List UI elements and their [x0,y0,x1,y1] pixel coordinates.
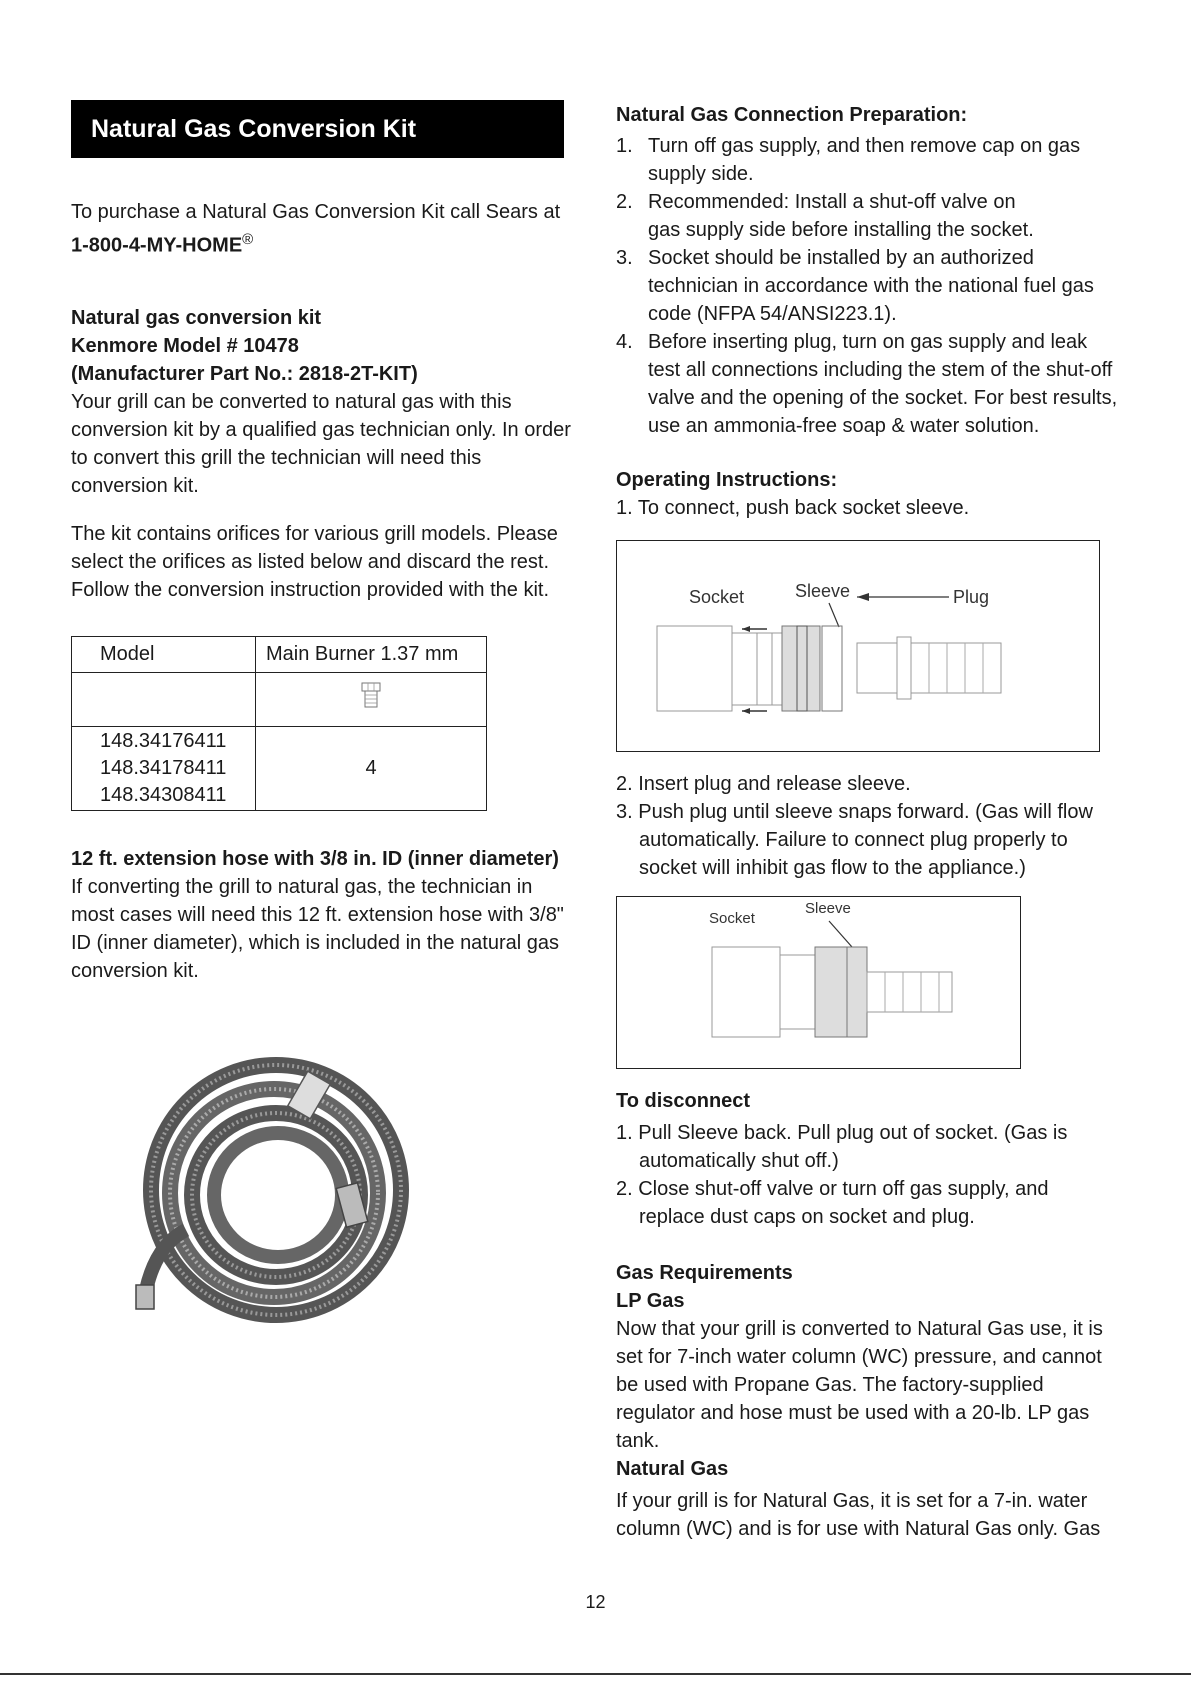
socket-sleeve-connected-diagram [617,897,1020,1068]
operating-heading: Operating Instructions: [616,469,838,491]
lp-gas-heading: LP Gas [616,1290,685,1312]
step-line: gas supply side before installing the socket. [648,219,1034,241]
hose-illustration [116,1035,416,1335]
prep-steps [616,132,1136,440]
kit-block [71,304,571,500]
kit-heading: Natural gas conversion kit [71,306,322,329]
bottom-rule [0,1673,1191,1675]
kit-body-line: Your grill can be converted to natural gas with this [71,390,512,413]
operating-step-2: 2. Insert plug and release sleeve. [616,773,911,795]
list-item [616,328,1136,440]
step-number: 2. [616,191,633,213]
step-line: test all connections including the stem of the shut-off [648,359,1113,381]
table-icon-row [72,672,487,726]
operating-step-1: 1. To connect, push back socket sleeve. [616,497,970,519]
step-text [648,328,1117,440]
orifices-line: select the orifices as listed below and discard the rest. [71,550,550,573]
hose-body-line: ID (inner diameter), which is included in the natural gas [71,931,560,954]
orifice-table [71,636,487,811]
step-line: Before inserting plug, turn on gas supply and leak [648,331,1088,353]
lp-gas-line: set for 7-inch water column (WC) pressure, and cannot [616,1346,1102,1368]
disconnect-heading: To disconnect [616,1090,751,1112]
natural-gas-line: column (WC) and is for use with Natural Gas only. Gas [616,1518,1101,1540]
hose-body-line: If converting the grill to natural gas, the technician in [71,875,533,898]
phone-text: 1-800-4-MY-HOME [71,234,243,257]
diagram-label-socket: Socket [689,587,745,607]
list-item [616,132,1136,188]
orifices-line: The kit contains orifices for various grill models. Please [71,522,558,545]
table-empty-cell [72,672,256,726]
orifice-icon [359,681,383,711]
step-number: 3. [616,247,633,269]
step-text [648,132,1080,188]
socket-sleeve-plug-diagram [617,541,1099,751]
step-text [648,244,1094,328]
table-models-cell [72,726,256,810]
kit-body-line: conversion kit. [71,474,199,497]
lp-gas-line: be used with Propane Gas. The factory-supplied [616,1374,1044,1396]
hose-block [71,845,571,985]
step-number: 1. [616,135,633,157]
step-line: Socket should be installed by an authorized [648,247,1034,269]
step-line: use an ammonia-free soap & water solution. [648,415,1040,437]
model-number: 148.34176411 [100,729,227,752]
orifices-block [71,520,571,604]
hose-body-line: conversion kit. [71,959,199,982]
step-line: technician in accordance with the national fuel gas [648,275,1094,297]
connected-diagram [616,896,1021,1069]
kit-model: Kenmore Model # 10478 [71,334,299,357]
disconnect-step-2-cont: replace dust caps on socket and plug. [639,1206,975,1228]
step-line: Turn off gas supply, and then remove cap on gas [648,135,1081,157]
step-line: code (NFPA 54/ANSI223.1). [648,303,897,325]
list-item [616,188,1136,244]
diagram2-label-socket: Socket [709,910,755,927]
step-text [648,188,1034,244]
hose-heading: 12 ft. extension hose with 3/8 in. ID (inner diameter) [71,847,559,870]
gas-requirements-heading: Gas Requirements [616,1262,793,1284]
table-header-burner: Main Burner 1.37 mm [256,636,487,672]
table-header-row [72,636,487,672]
list-item [616,244,1136,328]
page-title: Natural Gas Conversion Kit [71,100,564,158]
table-qty-cell: 4 [256,726,487,810]
lp-gas-line: Now that your grill is converted to Natural Gas use, it is [616,1318,1103,1340]
disconnect-step-2: 2. Close shut-off valve or turn off gas supply, and [616,1178,1049,1200]
model-number: 148.34308411 [100,783,227,806]
operating-step-3-cont: socket will inhibit gas flow to the appliance.) [639,857,1026,879]
step-line: valve and the opening of the socket. For best results, [648,387,1118,409]
natural-gas-heading: Natural Gas [616,1458,729,1480]
kit-body-line: to convert this grill the technician will need this [71,446,482,469]
registered-mark: ® [242,231,254,248]
left-column [71,100,571,985]
natural-gas-line: If your grill is for Natural Gas, it is set for a 7-in. water [616,1490,1088,1512]
step-line: Recommended: Install a shut-off valve on [648,191,1016,213]
disconnect-step-1-cont: automatically shut off.) [639,1150,839,1172]
kit-part-number: (Manufacturer Part No.: 2818-2T-KIT) [71,362,418,385]
diagram2-label-sleeve: Sleeve [805,900,851,917]
table-row [72,726,487,810]
operating-step-3-cont: automatically. Failure to connect plug properly to [639,829,1068,851]
orifices-line: Follow the conversion instruction provided with the kit. [71,578,550,601]
lp-gas-line: tank. [616,1430,660,1452]
hose-body-line: most cases will need this 12 ft. extension hose with 3/8" [71,903,564,926]
intro-block [71,198,571,260]
disconnect-step-1: 1. Pull Sleeve back. Pull plug out of socket. (Gas is [616,1122,1068,1144]
table-header-model: Model [72,636,256,672]
diagram-label-plug: Plug [953,587,990,607]
intro-text: To purchase a Natural Gas Conversion Kit call Sears at [71,201,561,223]
operating-step-3: 3. Push plug until sleeve snaps forward. (Gas will flow [616,801,1093,823]
phone-number [71,226,571,260]
page-number: 12 [585,1592,606,1612]
diagram-label-sleeve: Sleeve [795,581,851,601]
right-column [616,100,1136,1543]
model-number: 148.34178411 [100,756,227,779]
table-orifice-cell [256,672,487,726]
kit-body-line: conversion kit by a qualified gas technician only. In order [71,418,571,441]
step-number: 4. [616,331,633,353]
step-line: supply side. [648,163,754,185]
prep-heading: Natural Gas Connection Preparation: [616,104,968,126]
connect-diagram [616,540,1100,752]
lp-gas-line: regulator and hose must be used with a 20-lb. LP gas [616,1402,1090,1424]
